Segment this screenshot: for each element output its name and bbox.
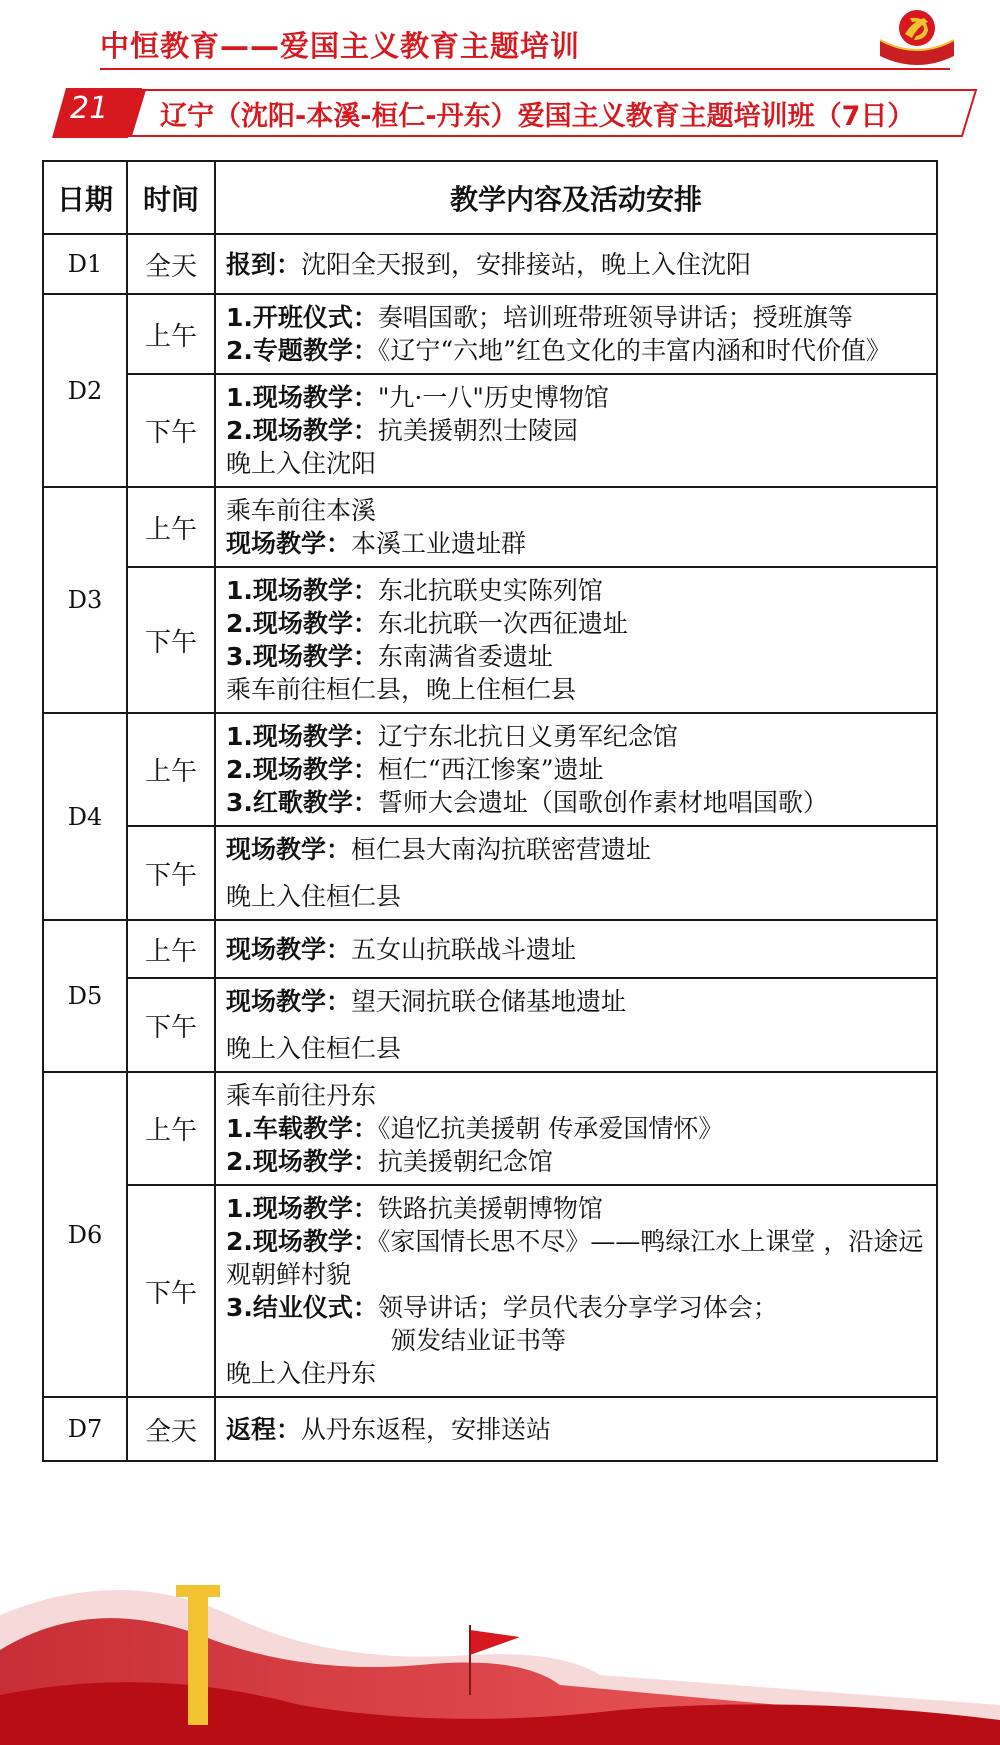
item-text: 奏唱国歌；培训班带班领导讲话；授班旗等 <box>377 303 853 332</box>
content-cell <box>215 234 937 294</box>
schedule-table <box>42 160 938 1462</box>
item-label: 现场教学： <box>226 529 352 558</box>
item-label: 1.现场教学： <box>226 1194 378 1223</box>
content-cell <box>215 826 937 920</box>
footer-decoration <box>0 1555 1000 1745</box>
item-label: 3.现场教学： <box>226 642 378 671</box>
item-label: 现场教学： <box>226 934 352 964</box>
time-cell: 上午 <box>127 487 215 567</box>
table-row <box>43 374 937 487</box>
time-cell: 上午 <box>127 920 215 978</box>
item-label: 3.红歌教学： <box>226 788 378 817</box>
header-divider <box>100 68 950 70</box>
content-cell <box>215 1397 937 1461</box>
section-number: 21 <box>70 91 109 126</box>
time-cell: 下午 <box>127 978 215 1072</box>
item-text: 五女山抗联战斗遗址 <box>351 934 577 964</box>
table-row <box>43 234 937 294</box>
day-cell: D2 <box>43 294 127 487</box>
brand-title: 中恒教育——爱国主义教育主题培训 <box>100 29 581 63</box>
course-title: 辽宁（沈阳-本溪-桓仁-丹东）爱国主义教育主题培训班（7日） <box>160 101 915 132</box>
item-text: "九·一八"历史博物馆 <box>377 383 609 412</box>
time-cell: 下午 <box>127 1185 215 1397</box>
time-cell: 上午 <box>127 1072 215 1185</box>
item-text: 东北抗联一次西征遗址 <box>377 609 628 638</box>
table-row <box>43 826 937 920</box>
item-text: 本溪工业遗址群 <box>351 529 527 558</box>
item-text: 桓仁县大南沟抗联密营遗址 <box>351 835 652 864</box>
item-label: 2.现场教学： <box>226 609 378 638</box>
item-text: 桓仁“西江惨案”遗址 <box>377 755 604 784</box>
time-cell: 下午 <box>127 374 215 487</box>
time-cell: 下午 <box>127 826 215 920</box>
item-text: 颁发结业证书等 <box>391 1326 567 1355</box>
item-label: 2.现场教学： <box>226 416 378 445</box>
table-row <box>43 1397 937 1461</box>
item-label: 现场教学： <box>226 835 352 864</box>
item-text: 东南满省委遗址 <box>377 642 553 671</box>
content-cell <box>215 294 937 374</box>
flag-icon <box>470 1630 520 1655</box>
time-cell: 全天 <box>127 234 215 294</box>
header-date: 日期 <box>43 161 127 234</box>
item-label: 1.现场教学： <box>226 383 378 412</box>
item-text: 《追忆抗美援朝 传承爱国情怀》 <box>377 1114 724 1143</box>
spacer <box>226 866 926 880</box>
item-label: 2.现场教学： <box>226 1147 378 1176</box>
item-text: 《辽宁“六地”红色文化的丰富内涵和时代价值》 <box>377 336 891 365</box>
item-text: 乘车前往桓仁县，晚上住桓仁县 <box>226 675 577 704</box>
content-cell <box>215 920 937 978</box>
item-text: 辽宁东北抗日义勇军纪念馆 <box>377 722 678 751</box>
header-content: 教学内容及活动安排 <box>215 161 937 234</box>
content-cell <box>215 713 937 826</box>
item-label: 返程： <box>226 1414 302 1444</box>
item-text: 晚上入住丹东 <box>226 1359 377 1388</box>
item-label: 报到： <box>226 249 302 279</box>
day-cell: D1 <box>43 234 127 294</box>
item-text: 乘车前往丹东 <box>226 1081 377 1110</box>
table-row <box>43 713 937 826</box>
content-cell <box>215 567 937 713</box>
item-text: 沈阳全天报到，安排接站，晚上入住沈阳 <box>301 249 752 279</box>
content-cell <box>215 374 937 487</box>
table-row <box>43 1185 937 1397</box>
time-cell: 全天 <box>127 1397 215 1461</box>
item-label: 1.现场教学： <box>226 576 378 605</box>
item-text: 晚上入住沈阳 <box>226 449 377 478</box>
table-row <box>43 1072 937 1185</box>
content-cell <box>215 1072 937 1185</box>
item-text: 铁路抗美援朝博物馆 <box>377 1194 603 1223</box>
item-text: 从丹东返程，安排送站 <box>301 1414 552 1444</box>
content-cell <box>215 1185 937 1397</box>
day-cell: D5 <box>43 920 127 1072</box>
table-row <box>43 920 937 978</box>
monument-column <box>188 1595 208 1725</box>
item-label: 1.开班仪式： <box>226 303 378 332</box>
day-cell: D7 <box>43 1397 127 1461</box>
table-header-row <box>43 161 937 234</box>
content-cell <box>215 487 937 567</box>
day-cell: D4 <box>43 713 127 920</box>
item-text: 领导讲话；学员代表分享学习体会； <box>377 1293 778 1322</box>
header-time: 时间 <box>127 161 215 234</box>
item-text: 抗美援朝纪念馆 <box>377 1147 553 1176</box>
item-label: 现场教学： <box>226 987 352 1016</box>
item-label: 2.现场教学： <box>226 755 378 784</box>
item-text: 晚上入住桓仁县 <box>226 1034 402 1063</box>
item-text: 晚上入住桓仁县 <box>226 882 402 911</box>
item-label: 3.结业仪式： <box>226 1293 378 1322</box>
spacer <box>226 1018 926 1032</box>
time-cell: 下午 <box>127 567 215 713</box>
day-cell: D3 <box>43 487 127 713</box>
content-cell <box>215 978 937 1072</box>
item-text: 望天洞抗联仓储基地遗址 <box>351 987 627 1016</box>
day-cell: D6 <box>43 1072 127 1397</box>
time-cell: 上午 <box>127 294 215 374</box>
item-text: 东北抗联史实陈列馆 <box>377 576 603 605</box>
item-label: 2.现场教学： <box>226 1227 378 1256</box>
party-emblem-icon <box>872 4 962 74</box>
item-text: 乘车前往本溪 <box>226 496 377 525</box>
item-label: 1.车载教学： <box>226 1114 378 1143</box>
item-text: 抗美援朝烈士陵园 <box>377 416 578 445</box>
item-text: 誓师大会遗址（国歌创作素材地唱国歌） <box>377 788 828 817</box>
item-text: 《家国情长思不尽》——鸭绿江水上课堂 ，沿途远观朝鲜村貌 <box>226 1227 924 1289</box>
table-row <box>43 567 937 713</box>
item-label: 2.专题教学： <box>226 336 378 365</box>
table-row <box>43 487 937 567</box>
time-cell: 上午 <box>127 713 215 826</box>
item-label: 1.现场教学： <box>226 722 378 751</box>
table-row <box>43 978 937 1072</box>
table-row <box>43 294 937 374</box>
